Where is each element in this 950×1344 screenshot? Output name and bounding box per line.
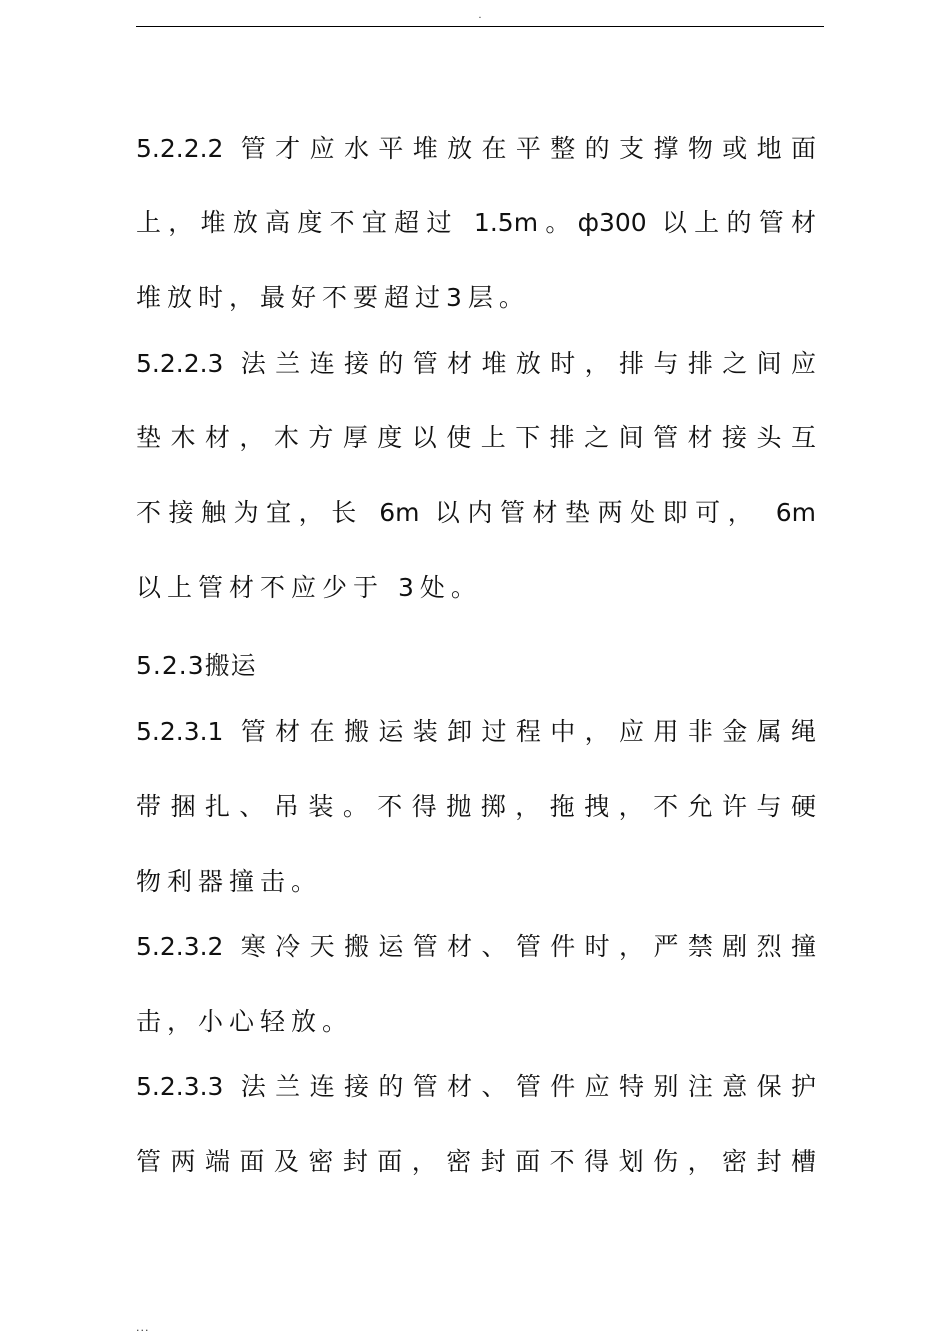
paragraph-line: 堆放时，最好不要超过3层。 [136,283,530,312]
paragraph-line: 5.2.3.1 管材在搬运装卸过程中，应用非金属绳 [136,717,816,746]
paragraph-line: 5.2.3.2 寒冷天搬运管材、管件时，严禁剧烈撞 [136,932,816,961]
paragraph-line: 带捆扎、吊装。不得抛掷，拖拽，不允许与硬 [136,792,816,821]
paragraph-line: 管两端面及密封面，密封面不得划伤，密封槽 [136,1147,816,1176]
paragraph-line: 不接触为宜，长 6m 以内管材垫两处即可， 6m [136,498,816,527]
paragraph-line: 5.2.2.2 管才应水平堆放在平整的支撑物或地面 [136,134,816,163]
paragraph-line: 上，堆放高度不宜超过 1.5m。ф300 以上的管材 [136,208,816,237]
paragraph-line: 5.2.2.3 法兰连接的管材堆放时，排与排之间应 [136,349,816,378]
header-rule [136,26,824,27]
header-dot: . [478,10,482,21]
paragraph-line: 5.2.3.3 法兰连接的管材、管件应特别注意保护 [136,1072,816,1101]
paragraph-line: 击，小心轻放。 [136,1007,354,1036]
paragraph-line: 垫木材，木方厚度以使上下排之间管材接头互 [136,423,816,452]
footer-mark: ... [136,1321,150,1334]
paragraph-line: 物利器撞击。 [136,867,323,896]
paragraph-line: 以上管材不应少于 3处。 [136,573,482,602]
section-heading: 5.2.3搬运 [136,651,257,680]
